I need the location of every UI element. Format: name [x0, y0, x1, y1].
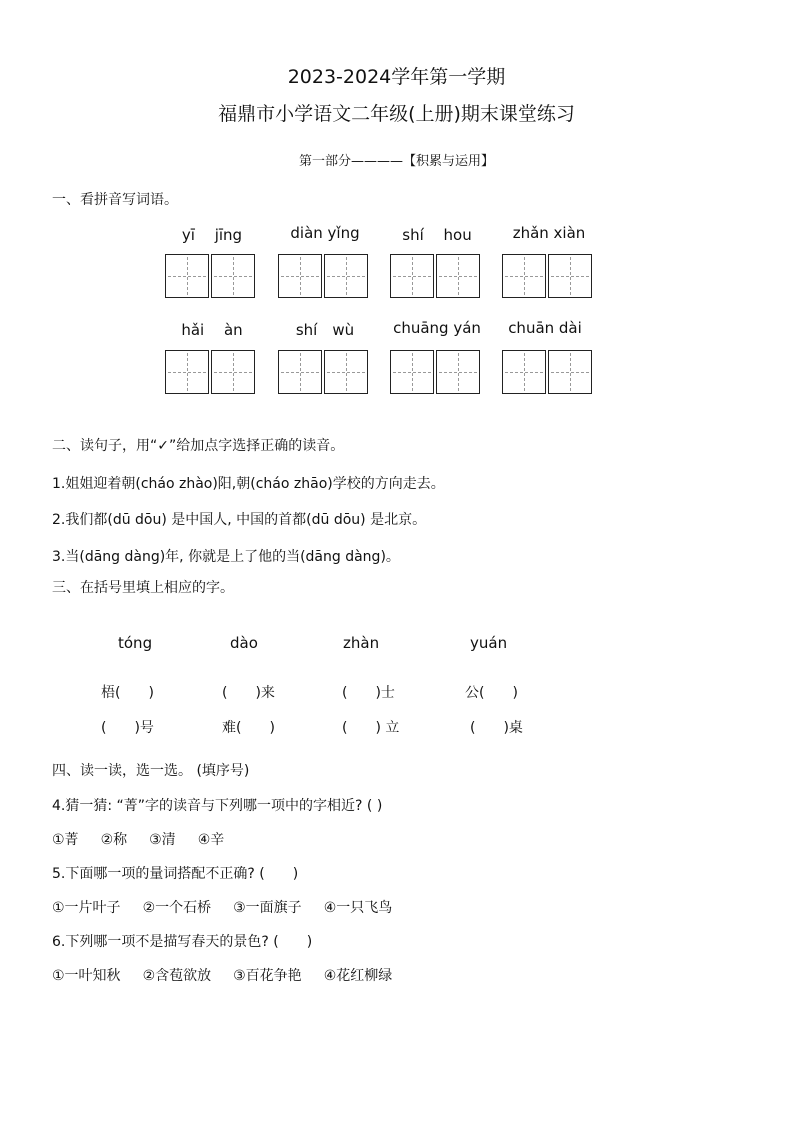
pinyin-1-2: diàn yǐng: [290, 224, 360, 242]
question-3: 3.当(dāng dàng)年, 你就是上了他的当(dāng dàng)。: [52, 549, 400, 565]
fill-item-1-2[interactable]: ( )来: [222, 685, 275, 701]
question-2: 2.我们都(dū dōu) 是中国人, 中国的首都(dū dōu) 是北京。: [52, 512, 427, 528]
question-6-options: [52, 965, 414, 985]
q4-option-2[interactable]: ②称: [100, 832, 128, 848]
q5-option-1[interactable]: ①一片叶子: [52, 900, 121, 916]
pinyin-2-1: hǎi àn: [181, 321, 243, 339]
section1-heading: 一、看拼音写词语。: [52, 192, 178, 208]
q4-option-4[interactable]: ④辛: [197, 832, 225, 848]
fill-item-1-3[interactable]: ( )士: [342, 685, 395, 701]
fill-item-1-1[interactable]: 梧( ): [101, 685, 154, 701]
fill-pinyin-tong: tóng: [118, 634, 153, 652]
write-box-2-2[interactable]: [278, 350, 368, 394]
pinyin-1-1: yī jīng: [181, 226, 243, 244]
write-box-2-3[interactable]: [390, 350, 480, 394]
pinyin-1-4: zhǎn xiàn: [512, 224, 586, 242]
fill-item-2-2[interactable]: 难( ): [222, 720, 275, 736]
q5-option-3[interactable]: ③一面旗子: [233, 900, 302, 916]
pinyin-2-4: chuān dài: [508, 319, 582, 337]
fill-pinyin-zhan: zhàn: [343, 634, 380, 652]
pinyin-1-3: shí hou: [402, 226, 472, 244]
write-box-1-3[interactable]: [390, 254, 480, 298]
fill-item-2-3[interactable]: ( ) 立: [342, 720, 400, 736]
q5-option-4[interactable]: ④一只飞鸟: [323, 900, 393, 916]
question-5: 5.下面哪一项的量词搭配不正确? ( ): [52, 866, 299, 882]
fill-item-1-4[interactable]: 公( ): [465, 685, 518, 701]
write-box-2-4[interactable]: [502, 350, 592, 394]
write-box-1-2[interactable]: [278, 254, 368, 298]
fill-item-2-4[interactable]: ( )桌: [470, 720, 523, 736]
q6-option-4[interactable]: ④花红柳绿: [323, 968, 393, 984]
question-5-options: [52, 897, 414, 917]
question-1: 1.姐姐迎着朝(cháo zhào)阳,朝(cháo zhāo)学校的方向走去。: [52, 476, 445, 492]
question-4: 4.猜一猜: “菁”字的读音与下列哪一项中的字相近? ( ): [52, 798, 383, 814]
q4-option-3[interactable]: ③清: [149, 832, 176, 848]
q6-option-2[interactable]: ②含苞欲放: [142, 968, 212, 984]
q6-option-1[interactable]: ①一叶知秋: [52, 968, 121, 984]
title-line-2: 福鼎市小学语文二年级(上册)期末课堂练习: [218, 103, 575, 125]
q4-option-1[interactable]: ①菁: [52, 832, 79, 848]
fill-item-2-1[interactable]: ( )号: [101, 720, 154, 736]
part-label: 第一部分————【积累与运用】: [298, 154, 494, 169]
q6-option-3[interactable]: ③百花争艳: [233, 968, 302, 984]
write-box-2-1[interactable]: [165, 350, 255, 394]
title-line-1: 2023-2024学年第一学期: [287, 66, 506, 88]
pinyin-2-2: shí wù: [295, 321, 355, 339]
pinyin-2-3: chuāng yán: [393, 319, 481, 337]
q5-option-2[interactable]: ②一个石桥: [142, 900, 212, 916]
write-box-1-4[interactable]: [502, 254, 592, 298]
question-4-options: [52, 829, 246, 849]
fill-pinyin-dao: dào: [230, 634, 258, 652]
section3-heading: 三、在括号里填上相应的字。: [52, 580, 234, 596]
write-box-1-1[interactable]: [165, 254, 255, 298]
section2-heading: 二、读句子，用“✓”给加点字选择正确的读音。: [52, 438, 345, 454]
section4-heading: 四、读一读，选一选。 (填序号): [52, 763, 250, 779]
question-6: 6.下列哪一项不是描写春天的景色? ( ): [52, 934, 313, 950]
fill-pinyin-yuan: yuán: [470, 634, 508, 652]
